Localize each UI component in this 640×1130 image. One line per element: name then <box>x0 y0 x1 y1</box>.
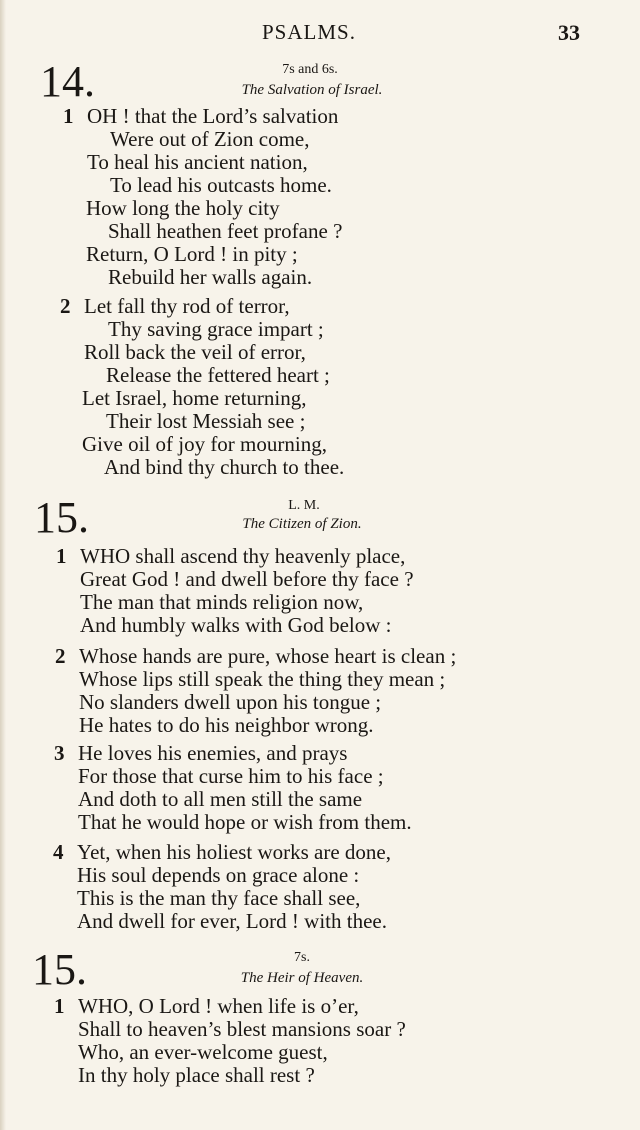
stanza-number: 4 <box>53 840 64 864</box>
verse-line: Let fall thy rod of terror, <box>84 294 290 318</box>
verse-line: Their lost Messiah see ; <box>106 409 306 433</box>
page-edge <box>0 0 6 1130</box>
verse-line: Who, an ever-welcome guest, <box>78 1040 328 1064</box>
verse-line: Give oil of joy for mourning, <box>82 432 327 456</box>
hymn-meter: L. M. <box>288 498 320 513</box>
verse-line: The man that minds religion now, <box>80 590 364 614</box>
verse-line: WHO, O Lord ! when life is o’er, <box>78 994 359 1018</box>
verse-line: How long the holy city <box>86 196 280 220</box>
verse-line: To lead his outcasts home. <box>110 173 332 197</box>
verse-line: In thy holy place shall rest ? <box>78 1063 315 1087</box>
verse-line: His soul depends on grace alone : <box>77 863 360 887</box>
hymn-meter: 7s. <box>294 950 310 965</box>
hymn-meter: 7s and 6s. <box>282 62 338 77</box>
verse-line: Whose hands are pure, whose heart is clean ; <box>79 644 457 668</box>
hymn-number: 15. <box>32 945 87 994</box>
verse-line: Yet, when his holiest works are done, <box>77 840 391 864</box>
verse-line: Thy saving grace impart ; <box>108 317 324 341</box>
stanza-number: 2 <box>55 644 66 668</box>
running-title: PSALMS. <box>262 20 356 44</box>
verse-line: And humbly walks with God below : <box>80 613 392 637</box>
verse-line: Shall to heaven’s blest mansions soar ? <box>78 1017 406 1041</box>
verse-line: To heal his ancient nation, <box>87 150 308 174</box>
verse-line: Release the fettered heart ; <box>106 363 330 387</box>
verse-line: Roll back the veil of error, <box>84 340 306 364</box>
stanza-number: 1 <box>63 104 74 128</box>
hymn-number: 15. <box>34 493 89 542</box>
stanza-number: 3 <box>54 741 65 765</box>
verse-line: WHO shall ascend thy heavenly place, <box>80 544 406 568</box>
verse-line: Let Israel, home returning, <box>82 386 307 410</box>
verse-line: He loves his enemies, and prays <box>78 741 348 765</box>
hymn-number: 14. <box>40 57 95 106</box>
verse-line: And dwell for ever, Lord ! with thee. <box>77 909 387 933</box>
verse-line: For those that curse him to his face ; <box>78 764 384 788</box>
verse-line: Shall heathen feet profane ? <box>108 219 343 243</box>
verse-line: This is the man thy face shall see, <box>77 886 361 910</box>
verse-line: Great God ! and dwell before thy face ? <box>80 567 414 591</box>
verse-line: Whose lips still speak the thing they mean ; <box>79 667 446 691</box>
stanza-number: 1 <box>54 994 65 1018</box>
verse-line: And doth to all men still the same <box>78 787 363 811</box>
stanza-number: 1 <box>56 544 67 568</box>
page-number: 33 <box>558 20 580 45</box>
verse-line: Were out of Zion come, <box>110 127 310 151</box>
hymn-subtitle: The Salvation of Israel. <box>241 82 383 98</box>
verse-line: Rebuild her walls again. <box>108 265 313 289</box>
running-head <box>0 18 640 48</box>
hymn-subtitle: The Citizen of Zion. <box>242 516 362 532</box>
verse-line: Return, O Lord ! in pity ; <box>86 242 298 266</box>
verse-line: OH ! that the Lord’s salvation <box>87 104 339 128</box>
verse-line: And bind thy church to thee. <box>104 455 345 479</box>
stanza-number: 2 <box>60 294 71 318</box>
verse-line: No slanders dwell upon his tongue ; <box>79 690 382 714</box>
hymn-subtitle: The Heir of Heaven. <box>240 970 364 986</box>
verse-line: That he would hope or wish from them. <box>78 810 412 834</box>
verse-line: He hates to do his neighbor wrong. <box>79 713 374 737</box>
